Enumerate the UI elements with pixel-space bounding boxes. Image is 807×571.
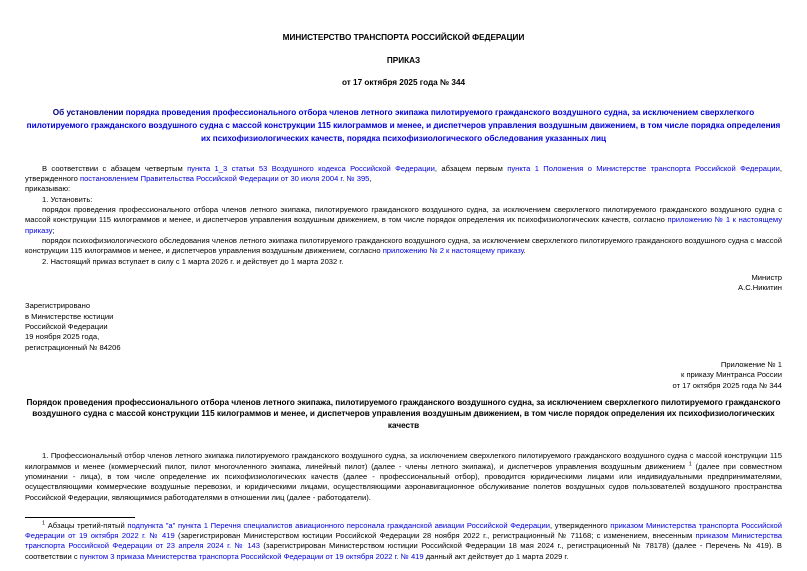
footnote-ref: 1 (42, 520, 46, 527)
signature-name: А.С.Никитин (738, 283, 782, 293)
footnote-ref: 1 (688, 461, 692, 468)
text-run: Абзацы третий-пятый (45, 520, 128, 530)
text-run: 1. Профессиональный отбор членов летного экипажа пилотируемого гражданского воздушного судна, за исключением сверхлегкого пилотируемого гражданского воздушного судна с массой конструкции 115 килограммов и менее (коммерческий пилот, пилот многочленного экипажа, линейный пилот) (далее - члены летного экипажа), и диспетчеров управления воздушным движением (25, 451, 782, 471)
signature-block (25, 273, 782, 294)
document-link[interactable]: подпункта "а" пункта 1 Перечня специалистов авиационного персонала гражданской авиации Российской Федерации (127, 520, 551, 530)
text-run: , утвержденного (550, 520, 611, 530)
appendix-reference-block (25, 360, 782, 391)
text-run: порядок психофизиологического обследования членов летного экипажа пилотируемого гражданского воздушного судна, за исключением сверхлегкого пилотируемого гражданского воздушного судна с массой конструкции 115 килограммов и менее, и диспетчеров управления воздушным движением, согласно (25, 235, 782, 256)
intro-paragraph (25, 164, 782, 185)
text-run: (далее при совместном упоминании - лица), в том числе определение их психофизиологических качеств (далее - профессиональный отбор), проводится юридическими лицами или индивидуальными предпринимателями, осуществляющими коммерческие воздушные перевозки, и юридическими лицами, осуществляющими аэронавигационное обслуживание полетов воздушных судов пользователей воздушного пространства Российской Федерации, являющимися работодателями в отношении лиц (далее - работодатели). (25, 461, 782, 502)
ministry-name: МИНИСТЕРСТВО ТРАНСПОРТА РОССИЙСКОЙ ФЕДЕРАЦИИ (282, 33, 525, 42)
registration-block (25, 301, 782, 352)
document-link[interactable]: порядка проведения профессионального отбора членов летного экипажа пилотируемого гражданского воздушного судна, за исключением сверхлегкого пилотируемого гражданского воздушного судна с массой конструкции 115 килограммов и менее, и диспетчеров управления воздушным движением, в том числе порядка определения их психофизиологических качеств, порядка психофизиологического обследования указанных лиц (26, 107, 781, 143)
appendix-reference-line: от 17 октября 2025 года № 344 (672, 380, 782, 390)
item-2: 2. Настоящий приказ вступает в силу с 1 марта 2026 г. и действует до 1 марта 2032 г. (42, 256, 344, 266)
footnote-text (25, 521, 782, 562)
document-link[interactable]: приказом Министерства транспорта Российской Федерации от 19 октября 2022 г. № 419 (25, 520, 783, 541)
text-run: ; (52, 225, 55, 235)
text-run: В соответствии с абзацем четвертым (42, 163, 188, 173)
registration-line: регистрационный № 84206 (25, 342, 121, 352)
appendix-heading: Порядок проведения профессионального отбора членов летного экипажа, пилотируемого гражданского воздушного судна, за исключением сверхлегкого пилотируемого гражданского воздушного судна с массой конструкции 115 килограммов и менее, и диспетчеров управления воздушным движением, в том числе порядок определения их психофизиологических качеств (26, 397, 781, 430)
text-run: , абзацем первым (434, 163, 508, 173)
registration-line: Российской Федерации (25, 322, 108, 332)
text-run: , (369, 174, 372, 184)
doc-date-number: от 17 октября 2025 года № 344 (341, 77, 466, 87)
text-run: порядок проведения профессионального отбора членов летного экипажа, пилотируемого гражданского воздушного судна, за исключением сверхлегкого пилотируемого гражданского воздушного судна с массой конструкции 115 килограммов и менее, и диспетчеров управления воздушным движением, в том числе порядок определения их психофизиологических качеств, согласно (25, 205, 782, 225)
item-1-subparagraph-2 (25, 236, 782, 257)
registration-line: в Министерстве юстиции (25, 311, 114, 321)
document-link[interactable]: приказом Министерства транспорта Российской Федерации от 23 апреля 2024 г. № 143 (25, 531, 782, 551)
footnote-block (25, 517, 782, 562)
doc-title (25, 106, 782, 145)
appendix-reference-line: Приложение № 1 (720, 359, 782, 369)
footnote-separator (25, 517, 135, 518)
document-link[interactable]: приложению № 1 к настоящему приказу (25, 215, 782, 235)
text-run: Об установлении (52, 107, 126, 117)
document-link[interactable]: пункта 1_3 статьи 53 Воздушного кодекса Российской Федерации (187, 163, 435, 173)
item-1-subparagraph-1 (25, 205, 782, 236)
appendix-paragraph-1 (25, 451, 782, 502)
order-word: приказываю: (25, 184, 71, 194)
text-run: . (523, 246, 526, 256)
doc-type: ПРИКАЗ (386, 56, 421, 66)
registration-line: 19 ноября 2025 года, (25, 332, 100, 342)
signature-position: Министр (751, 272, 782, 282)
text-run: (зарегистрирован Министерством юстиции Российской Федерации 28 ноября 2022 г., регистрационный № 71168; с изменением, внесенным (174, 531, 696, 541)
appendix-reference-line: к приказу Минтранса России (681, 370, 782, 380)
text-run: , утвержденного (25, 163, 782, 184)
document-link[interactable]: постановлением Правительства Российской Федерации от 30 июля 2004 г. № 395 (79, 174, 370, 184)
document-link[interactable]: пунктом 3 приказа Министерства транспорта Российской Федерации от 19 октября 2022 г. № 419 (79, 551, 424, 561)
document-link[interactable]: приложению № 2 к настоящему приказу (382, 246, 524, 256)
document-link[interactable]: пункта 1 Положения о Министерстве транспорта Российской Федерации (507, 163, 780, 173)
item-1: 1. Установить: (42, 194, 93, 204)
text-run: данный акт действует до 1 марта 2029 г. (423, 551, 569, 561)
text-run: (зарегистрирован Министерством юстиции Российской Федерации 18 мая 2024 г., регистрационный № 78178) (далее - Перечень № 419). В соответствии с (25, 541, 782, 561)
registration-line: Зарегистрировано (25, 301, 91, 311)
